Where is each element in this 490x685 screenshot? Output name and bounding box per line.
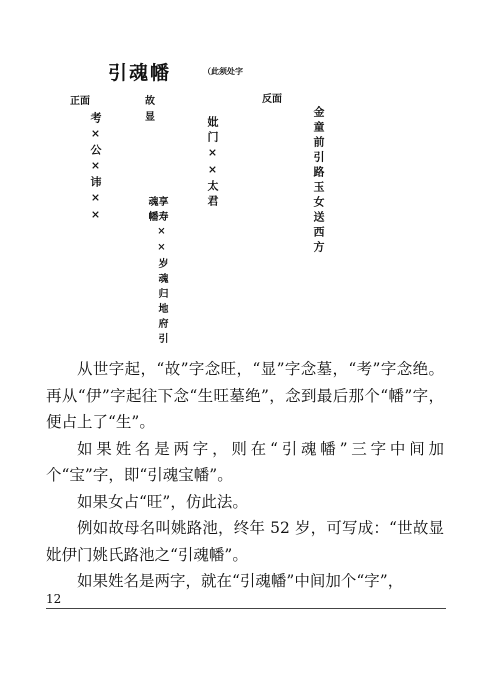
paragraph-example: 例如故母名叫姚路池，终年 52 岁，可写成：“世故显妣伊门姚氏路池之“引魂幡”。 xyxy=(46,519,444,564)
banner-title-note: （此须处字 xyxy=(203,66,243,76)
footer-divider xyxy=(46,608,446,609)
body-text xyxy=(46,356,444,595)
page-number: 12 xyxy=(46,592,62,606)
kao-column: 考×公×讳×× xyxy=(89,112,102,225)
escort-column: 金童前引路玉女送西方 xyxy=(312,106,325,256)
paragraph-continued: 如果姓名是两字，就在“引魂幡”中间加个“字”， xyxy=(77,572,404,590)
paragraph-two-char-name: 如果姓名是两字，则在“引魂幡”三字中间加个“宝”字，即“引魂宝幡”。 xyxy=(46,439,444,484)
banner-title: 引魂幡 xyxy=(108,62,172,84)
back-label: 反面 xyxy=(262,94,282,105)
bi-column: 妣门××太君 xyxy=(206,116,219,210)
paragraph-female: 如果女占“旺”，仿此法。 xyxy=(77,492,248,511)
front-label: 正面 xyxy=(70,96,90,107)
enjoy-column: 享寿××岁魂归地府引魂幡 xyxy=(146,196,167,348)
paragraph-rules: 从世字起，“故”字念旺，“显”字念墓，“考”字念绝。再从“伊”字起往下念“生旺墓绝”，念到最后那个“幡”字，便占上了“生”。 xyxy=(46,360,444,431)
xian-label: 显 xyxy=(145,112,155,123)
gu-label: 故 xyxy=(145,96,155,107)
